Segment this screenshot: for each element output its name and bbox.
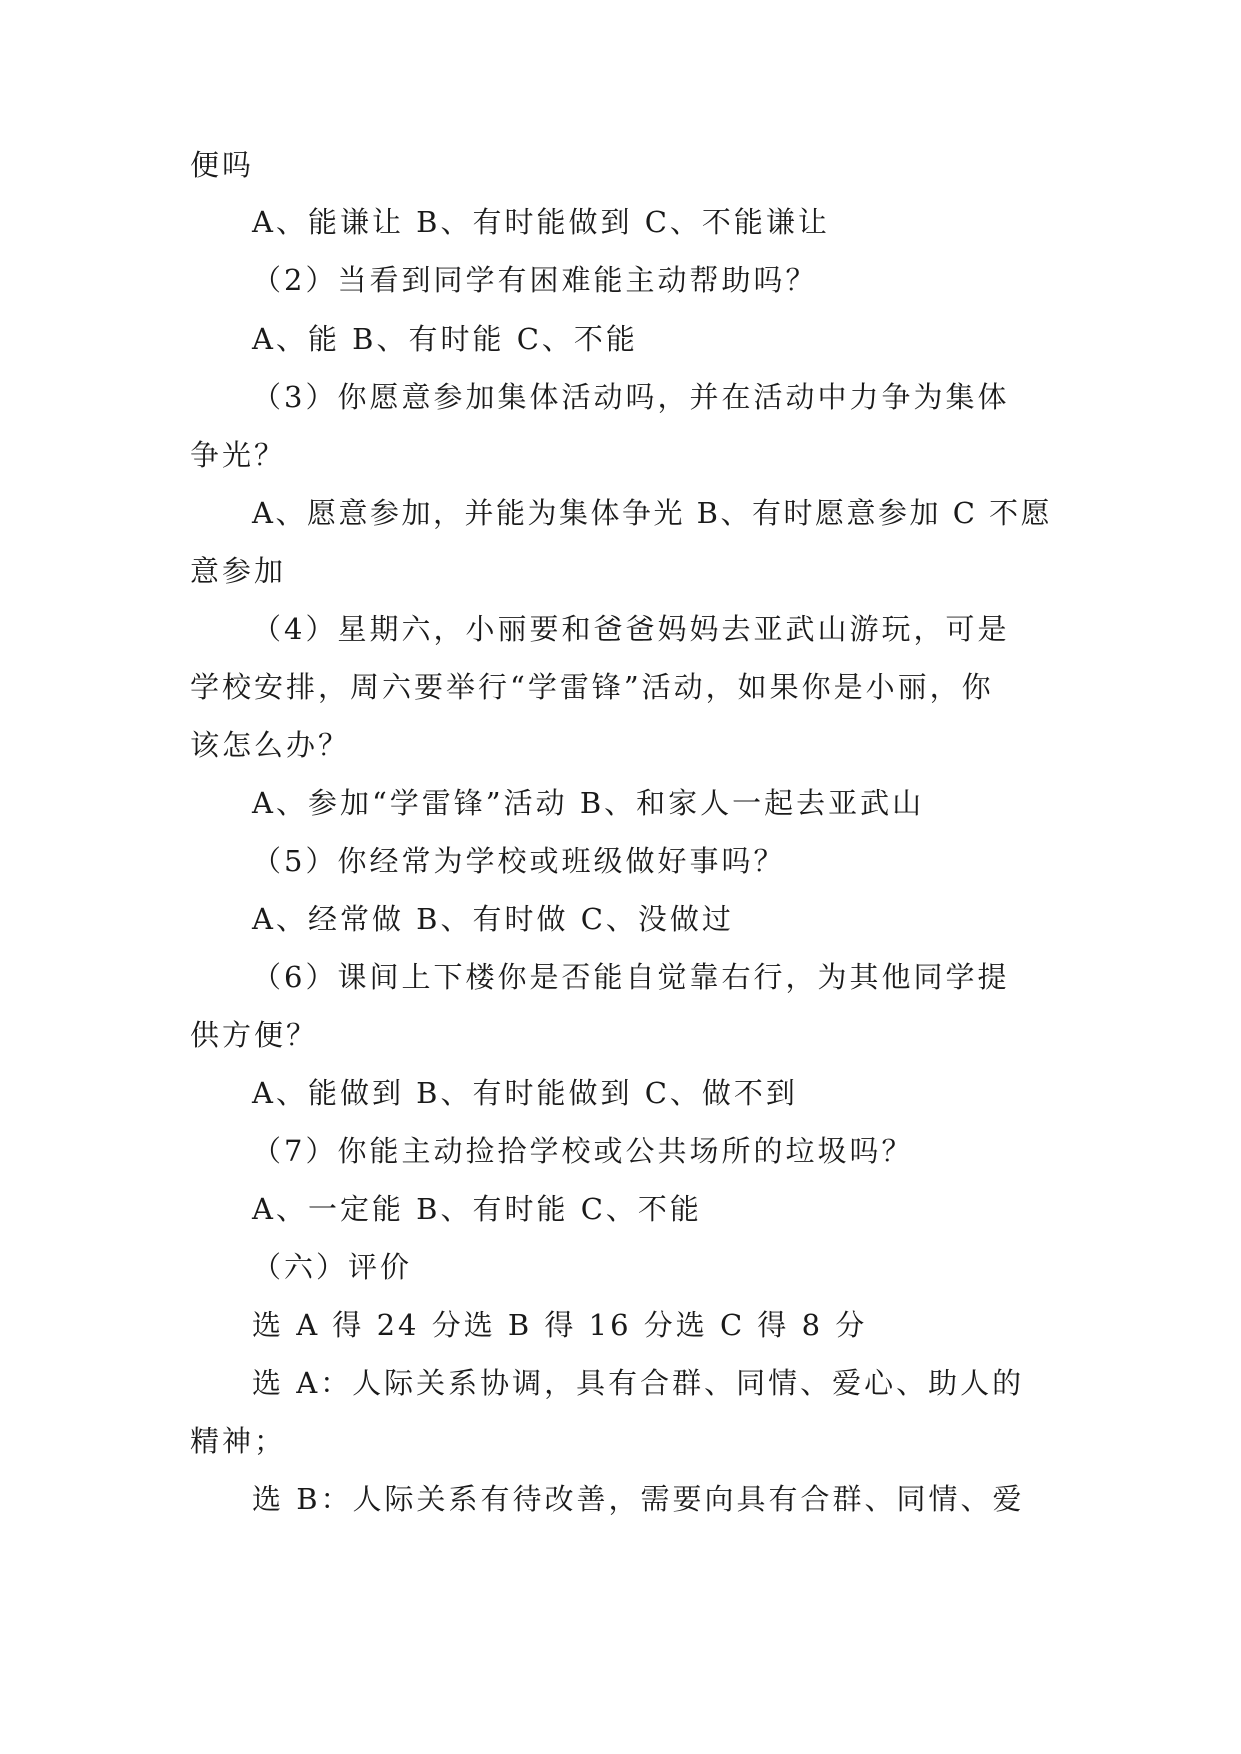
text-line: （六）评价 (252, 1250, 413, 1284)
text-line: A、参加“学雷锋”活动 B、和家人一起去亚武山 (252, 786, 925, 820)
text-line: （3）你愿意参加集体活动吗，并在活动中力争为集体 (252, 380, 1010, 414)
text-line: （6）课间上下楼你是否能自觉靠右行，为其他同学提 (252, 960, 1010, 994)
text-line: A、愿意参加，并能为集体争光 B、有时愿意参加 C 不愿 (252, 496, 1053, 530)
text-line: 选 A 得 24 分选 B 得 16 分选 C 得 8 分 (252, 1308, 868, 1342)
text-line: A、经常做 B、有时做 C、没做过 (252, 902, 734, 936)
text-line: 争光？ (190, 438, 287, 472)
text-line: A、能 B、有时能 C、不能 (252, 322, 638, 356)
text-line: 供方便？ (190, 1018, 319, 1052)
text-line: 便吗 (190, 148, 255, 182)
text-line: 意参加 (190, 554, 287, 588)
text-line: 该怎么办？ (190, 728, 351, 762)
text-line: 精神； (190, 1424, 287, 1458)
text-line: A、能做到 B、有时能做到 C、做不到 (252, 1076, 798, 1110)
text-line: （5）你经常为学校或班级做好事吗？ (252, 844, 786, 878)
text-line: （4）星期六，小丽要和爸爸妈妈去亚武山游玩，可是 (252, 612, 1010, 646)
text-line: 选 A：人际关系协调，具有合群、同情、爱心、助人的 (252, 1366, 1025, 1400)
text-line: A、能谦让 B、有时能做到 C、不能谦让 (252, 205, 830, 239)
text-line: A、一定能 B、有时能 C、不能 (252, 1192, 702, 1226)
text-line: （7）你能主动捡拾学校或公共场所的垃圾吗？ (252, 1134, 914, 1168)
text-line: 选 B：人际关系有待改善，需要向具有合群、同情、爱 (252, 1482, 1025, 1516)
text-line: 学校安排，周六要举行“学雷锋”活动，如果你是小丽，你 (190, 670, 994, 704)
text-line: （2）当看到同学有困难能主动帮助吗？ (252, 263, 818, 297)
